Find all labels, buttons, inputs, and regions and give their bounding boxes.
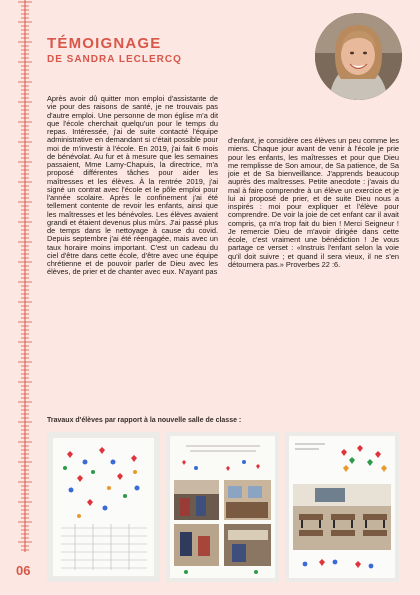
decorative-ruler [18, 0, 32, 552]
classroom-drawing-photo [285, 432, 399, 582]
page-number: 06 [16, 563, 31, 578]
article-column-right: d'enfant, je considère ces élèves un peu comme les miens. Chaque jour avant de venir à l'école je prie pour les enfants, les maîtresses et pour que Dieu me remplisse de Son amour, de Sa patience, de Sa joie et de Sa bienveillance. J'apprends beaucoup auprès des maîtresses. Petite anecdote : j'avais du mal à faire comprendre à un élève un exercice et je lui ai proposé de prier, et de suite Dieu nous a inspirés : moi pour expliquer et l'élève pour comprendre. De voir la joie de cet enfant car il avait compris, ça m'a trop fait du bien ! Merci Seigneur ! Je remercie Dieu de m'avoir dirigée dans cette école, c'est vraiment une bénédiction ! Je vous partage ce verset : «Instruis l'enfant selon la voie qu'il doit suivre ; et quand il sera vieux, il ne s'en détournera pas.» Proverbes 22 :6. [228, 136, 399, 269]
author-subtitle: DE SANDRA LECLERCQ [47, 54, 182, 65]
page-title: TÉMOIGNAGE [47, 35, 162, 52]
article-column-left: Après avoir dû quitter mon emploi d'assistante de vie pour des raisons de santé, je ne trouvais pas d'autre emploi. Une personne de mon église m'a dit que l'école cherchait quelqu'un pour le temps du repas. Intéressée, j'ai de suite contacté l'équipe administrative en demandant si c'était possible pour moi de m'investir à l'école. En 2019, j'ai fait 6 mois de bénévolat. Au fur et à mesure que les semaines passaient, Mme Lamy-Chapuis, la directrice, m'a proposé différentes tâches pour aider les maîtresses et les élèves. À la rentrée 2019, j'ai signé un contrat avec l'école et le pôle emploi pour l'année scolaire. Après le confinement j'ai été tellement contente de revoir les enfants, ainsi que les maîtresses et les bénévoles. Les élèves avaient grandi et étaient devenus plus mûrs. J'ai passé plus de temps dans le nettoyage à cause du covid. Depuis septembre j'ai été réengagée, mais avec un taux horaire moins important. C'est un cadeau du ciel d'être dans cette école, d'être avec une équipe chrétienne et de pouvoir parler de Dieu avec les élèves, de prier et de chanter avec eux. N'ayant pas [47, 94, 218, 277]
author-portrait [315, 13, 402, 100]
classroom-photo-collage [166, 432, 279, 582]
student-drawing-photo [47, 432, 160, 582]
gallery-caption: Travaux d'élèves par rapport à la nouvelle salle de classe : [47, 417, 242, 424]
